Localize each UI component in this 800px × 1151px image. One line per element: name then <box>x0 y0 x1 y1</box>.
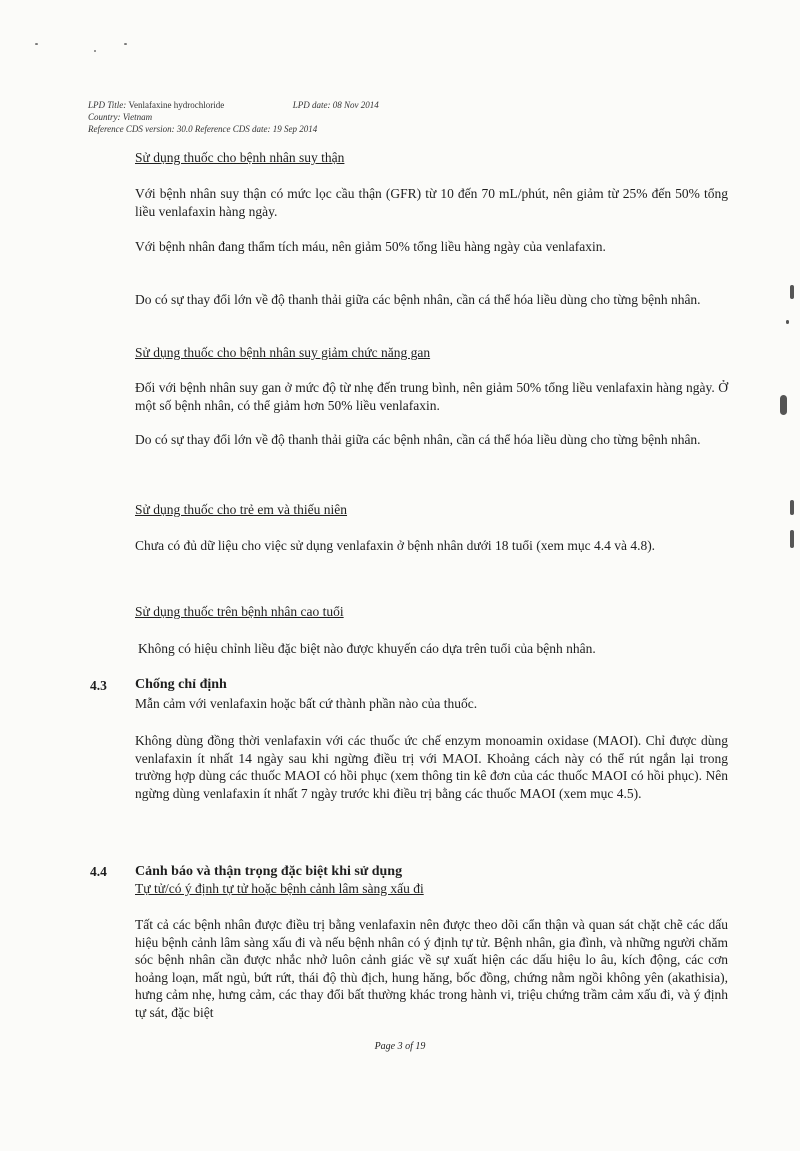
section-4-3-title: Chống chỉ định <box>135 677 227 692</box>
section-4-4-paragraph-1: Tất cả các bệnh nhân được điều trị bằng venlafaxin nên được theo dõi cẩn thận và quan sát chặt chẽ các dấu hiệu bệnh cảnh lâm sàng xấu đi và nếu bệnh nhân có ý định tự tử. Bệnh nhân, gia đình, và những người chăm sóc bệnh nhân cần được nhắc nhở luôn cảnh giác về sự xuất hiện các dấu hiệu lo âu, kích động, các cơn hoảng loạn, mất ngủ, bứt rứt, thái độ thù địch, hung hăng, bốc đồng, chứng nằm ngồi không yên (akathisia), hưng cảm nhẹ, hưng cảm, các thay đổi bất thường khác trong hành vi, triệu chứng trầm cảm xấu đi, và ý định tự sát, đặc biệt <box>135 917 728 1020</box>
renal-paragraph-2: Với bệnh nhân đang thẩm tích máu, nên giảm 50% tổng liều hàng ngày của venlafaxin. <box>135 239 606 254</box>
section-4-3-paragraph-1: Mẫn cảm với venlafaxin hoặc bất cứ thành phần nào của thuốc. <box>135 696 478 711</box>
hepatic-heading: Sử dụng thuốc cho bệnh nhân suy giảm chức năng gan <box>135 345 431 360</box>
header-cds-version-label: Reference CDS version: <box>88 124 175 134</box>
header-cds-version-value: 30.0 <box>176 124 193 134</box>
scan-speck <box>35 43 38 45</box>
header-country-label: Country: <box>88 112 121 122</box>
header-cds-date-value: 19 Sep 2014 <box>272 124 318 134</box>
header-cds-date-label: Reference CDS date: <box>194 124 271 134</box>
pediatric-heading: Sử dụng thuốc cho trẻ em và thiếu niên <box>135 502 348 517</box>
scan-mark <box>790 500 794 515</box>
header-line-2 <box>88 111 448 123</box>
section-4-4-subheading: Tự tử/có ý định tự tử hoặc bệnh cảnh lâm sàng xấu đi <box>135 881 424 896</box>
header-country-value: Vietnam <box>122 112 153 122</box>
renal-heading: Sử dụng thuốc cho bệnh nhân suy thận <box>135 150 345 165</box>
scan-mark <box>790 285 794 299</box>
header-date-value: 08 Nov 2014 <box>332 100 379 110</box>
pediatric-paragraph-1: Chưa có đủ dữ liệu cho việc sử dụng venlafaxin ở bệnh nhân dưới 18 tuổi (xem mục 4.4 và 4.8). <box>135 538 656 553</box>
section-4-4-number: 4.4 <box>90 864 107 879</box>
scan-mark <box>786 320 789 324</box>
section-4-3-number: 4.3 <box>90 678 107 693</box>
section-4-4-title: Cảnh báo và thận trọng đặc biệt khi sử dụng <box>135 864 403 879</box>
elderly-heading: Sử dụng thuốc trên bệnh nhân cao tuổi <box>135 604 344 619</box>
scan-speck <box>94 50 96 52</box>
header-title-label: LPD Title: <box>88 100 127 110</box>
page-number: Page 3 of 19 <box>374 1041 426 1052</box>
header-title-value: Venlafaxine hydrochloride <box>128 100 225 110</box>
scan-mark <box>790 530 794 548</box>
document-header <box>88 99 448 135</box>
scan-mark <box>780 395 787 415</box>
hepatic-paragraph-2: Do có sự thay đổi lớn về độ thanh thải giữa các bệnh nhân, cần cá thể hóa liều dùng cho từng bệnh nhân. <box>135 432 701 447</box>
header-date-label: LPD date: <box>292 100 331 110</box>
section-4-3-paragraph-2: Không dùng đồng thời venlafaxin với các thuốc ức chế enzym monoamin oxidase (MAOI). Chỉ được dùng venlafaxin ít nhất 14 ngày sau khi ngừng điều trị với MAOI. Khoảng cách này có thể rút ngắn lại trong trường hợp dùng các thuốc MAOI có hồi phục (xem thông tin kê đơn của các thuốc MAOI có hồi phục). Nên ngừng dùng venlafaxin ít nhất 7 ngày trước khi điều trị bằng các thuốc MAOI (xem mục 4.5). <box>135 733 728 801</box>
header-line-3 <box>88 123 448 135</box>
elderly-paragraph-1: Không có hiệu chỉnh liều đặc biệt nào được khuyến cáo dựa trên tuổi của bệnh nhân. <box>138 641 596 656</box>
renal-paragraph-1: Với bệnh nhân suy thận có mức lọc cầu thận (GFR) từ 10 đến 70 mL/phút, nên giảm từ 25% đến 50% tổng liều venlafaxin hàng ngày. <box>135 186 728 219</box>
scan-speck <box>124 43 127 45</box>
hepatic-paragraph-1: Đối với bệnh nhân suy gan ở mức độ từ nhẹ đến trung bình, nên giảm 50% tổng liều venlafaxin hàng ngày. Ở một số bệnh nhân, có thể giảm hơn 50% liều venlafaxin. <box>135 380 728 413</box>
renal-paragraph-3: Do có sự thay đổi lớn về độ thanh thải giữa các bệnh nhân, cần cá thể hóa liều dùng cho từng bệnh nhân. <box>135 292 701 307</box>
header-line-1 <box>88 99 448 111</box>
